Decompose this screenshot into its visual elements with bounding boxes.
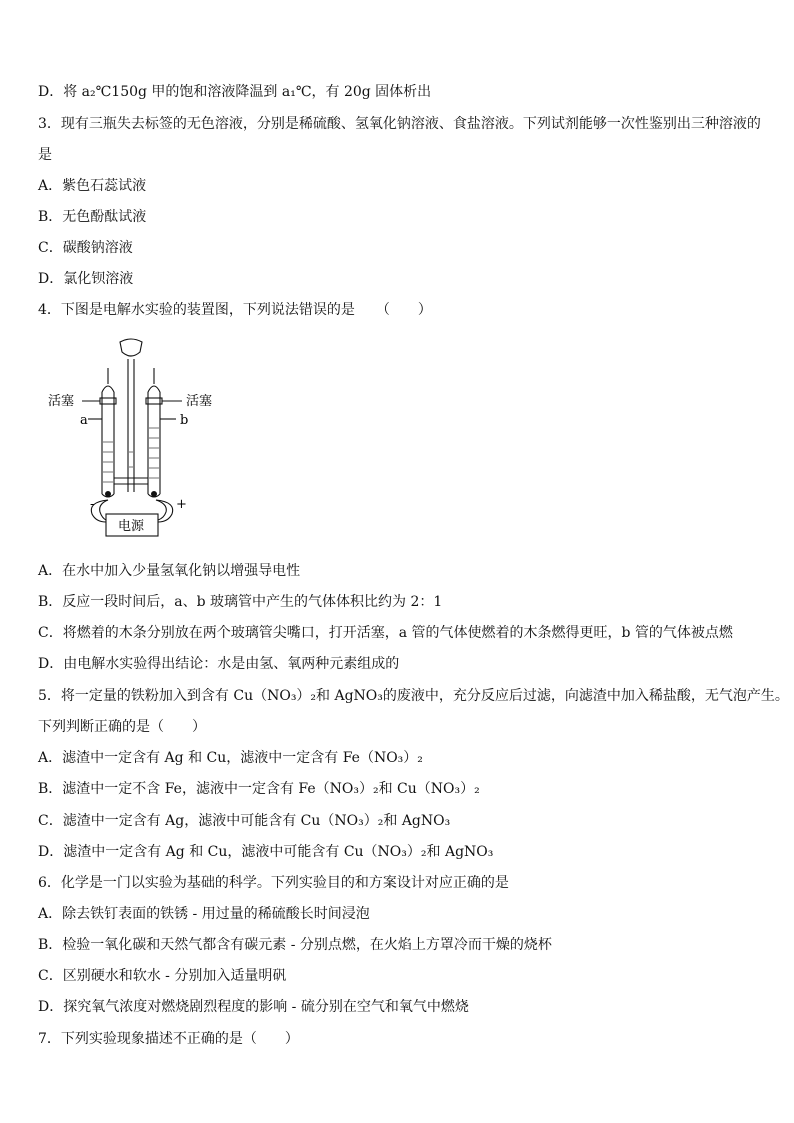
valve-label-right: 活塞 <box>186 394 213 409</box>
negative-terminal-label: - <box>90 497 95 512</box>
q6-option-d: D．探究氧气浓度对燃烧剧烈程度的影响 - 硫分别在空气和氧气中燃烧 <box>38 999 469 1015</box>
q5-option-b: B．滤渣中一定不含 Fe，滤液中一定含有 Fe（NO₃）₂和 Cu（NO₃）₂ <box>38 781 480 797</box>
q4-option-a: A．在水中加入少量氢氧化钠以增强导电性 <box>38 563 301 579</box>
q4-stem: 4．下图是电解水实验的装置图，下列说法错误的是 （ ） <box>38 302 432 318</box>
q3-option-c: C．碳酸钠溶液 <box>38 240 133 256</box>
q6-stem: 6．化学是一门以实验为基础的科学。下列实验目的和方案设计对应正确的是 <box>38 875 509 891</box>
tube-b-label: b <box>180 413 189 428</box>
q5-option-d: D．滤渣中一定含有 Ag 和 Cu，滤液中可能含有 Cu（NO₃）₂和 AgNO₃ <box>38 844 494 860</box>
q3-option-b: B．无色酚酞试液 <box>38 209 147 225</box>
electrode-right <box>151 491 157 497</box>
q6-option-a: A．除去铁钉表面的铁锈 - 用过量的稀硫酸长时间浸泡 <box>38 906 370 922</box>
q7-stem: 7．下列实验现象描述不正确的是（ ） <box>38 1031 299 1047</box>
electrode-left <box>105 491 111 497</box>
q5-option-a: A．滤渣中一定含有 Ag 和 Cu，滤液中一定含有 Fe（NO₃）₂ <box>38 750 423 766</box>
q4-option-c: C．将燃着的木条分别放在两个玻璃管尖嘴口，打开活塞，a 管的气体使燃着的木条燃得更旺，b 管的气体被点燃 <box>38 625 733 641</box>
q5-stem-line2: 下列判断正确的是（ ） <box>38 719 206 735</box>
q3-option-d: D．氯化钡溶液 <box>38 271 134 287</box>
valve-label-left: 活塞 <box>48 394 75 409</box>
electrolysis-apparatus-diagram <box>40 332 240 542</box>
q6-option-b: B．检验一氧化碳和天然气都含有碳元素 - 分别点燃，在火焰上方罩冷而干燥的烧杯 <box>38 937 552 953</box>
funnel <box>120 339 142 356</box>
tube-a-label: a <box>80 413 88 428</box>
q5-option-c: C．滤渣中一定含有 Ag，滤液中可能含有 Cu（NO₃）₂和 AgNO₃ <box>38 813 451 829</box>
power-supply-label: 电源 <box>118 519 145 534</box>
q3-stem-line1: 3．现有三瓶失去标签的无色溶液，分别是稀硫酸、氢氧化钠溶液、食盐溶液。下列试剂能够一次性鉴别出三种溶液的 <box>38 116 761 132</box>
q2-option-d: D．将 a₂℃150g 甲的饱和溶液降温到 a₁℃，有 20g 固体析出 <box>38 84 432 100</box>
positive-terminal-label: + <box>176 497 187 512</box>
q5-stem-line1: 5．将一定量的铁粉加入到含有 Cu（NO₃）₂和 AgNO₃的废液中，充分反应后过滤，向滤渣中加入稀盐酸，无气泡产生。 <box>38 688 789 704</box>
q3-option-a: A．紫色石蕊试液 <box>38 178 147 194</box>
q6-option-c: C．区别硬水和软水 - 分别加入适量明矾 <box>38 968 287 984</box>
q4-option-d: D．由电解水实验得出结论：水是由氢、氧两种元素组成的 <box>38 656 400 672</box>
q4-option-b: B．反应一段时间后，a、b 玻璃管中产生的气体体积比约为 2：1 <box>38 594 443 610</box>
q3-stem-line2: 是 <box>38 147 52 163</box>
